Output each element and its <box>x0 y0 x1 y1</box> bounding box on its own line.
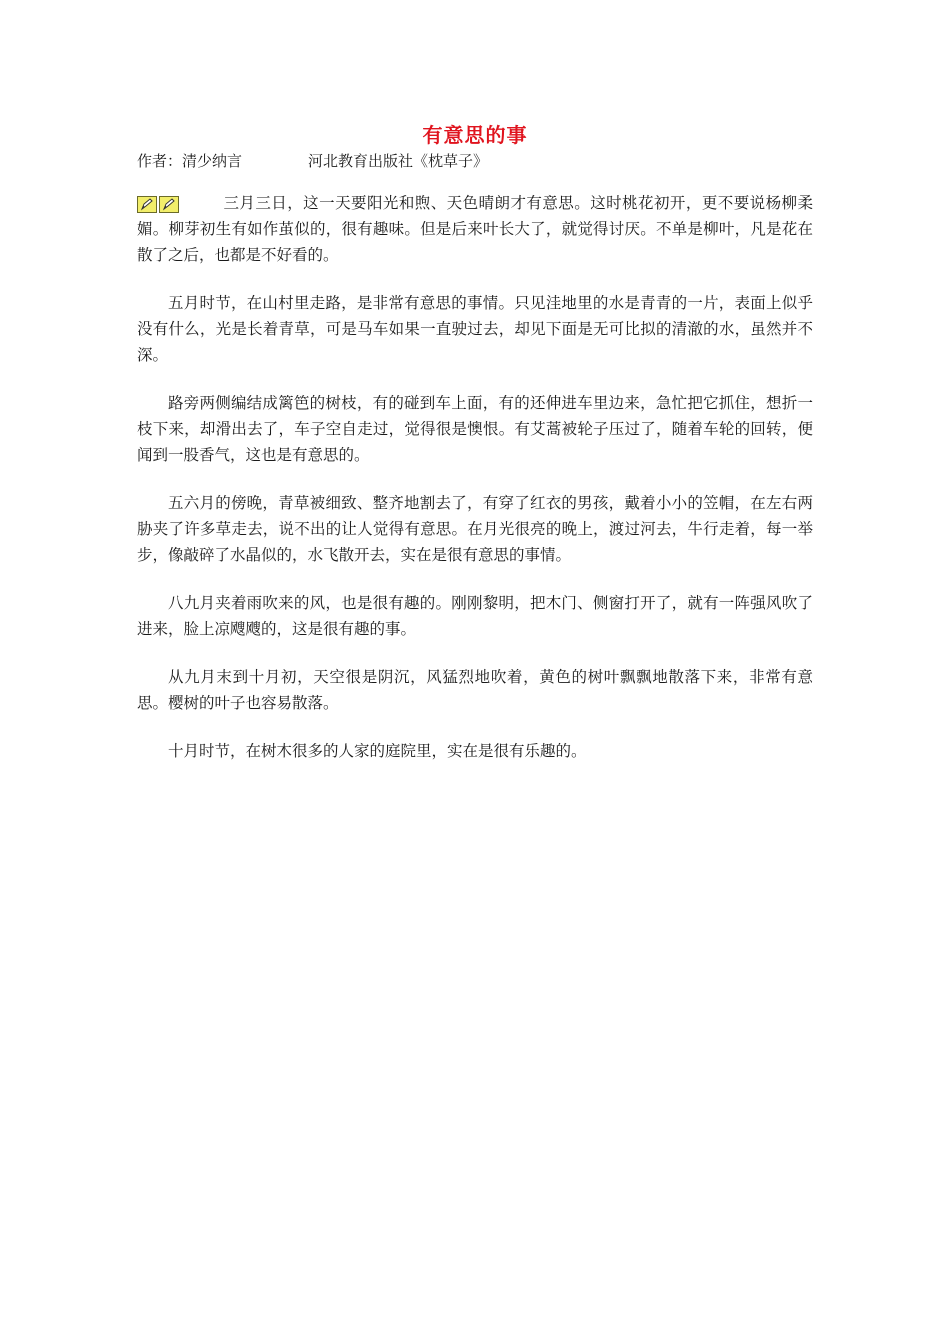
paragraph-text: 三月三日，这一天要阳光和煦、天色晴朗才有意思。这时桃花初开，更不要说杨柳柔媚。柳芽初生有如作茧似的，很有趣味。但是后来叶长大了，就觉得讨厌。不单是柳叶，凡是花在散了之后，也都是不好看的。 <box>137 194 813 264</box>
paragraph-5: 八九月夹着雨吹来的风，也是很有趣的。刚刚黎明，把木门、侧窗打开了，就有一阵强风吹了进来，脸上凉飕飕的，这是很有趣的事。 <box>137 594 813 638</box>
paragraph-4: 五六月的傍晚，青草被细致、整齐地割去了，有穿了红衣的男孩，戴着小小的笠帽，在左右两胁夹了许多草走去，说不出的让人觉得有意思。在月光很亮的晚上，渡过河去，牛行走着，每一举步，像敲碎了水晶似的，水飞散开去，实在是很有意思的事情。 <box>137 494 813 564</box>
document-title: 有意思的事 <box>422 123 528 147</box>
pencil-icon <box>137 196 157 213</box>
document-page <box>137 120 813 786</box>
byline <box>137 150 813 172</box>
paragraph-3: 路旁两侧编结成篱笆的树枝，有的碰到车上面，有的还伸进车里边来，急忙把它抓住，想折一枝下来，却滑出去了，车子空自走过，觉得很是懊恨。有艾蒿被轮子压过了，随着车轮的回转，便闻到一股香气，这也是有意思的。 <box>137 394 813 464</box>
pencil-note-icon <box>137 196 179 213</box>
paragraph-2: 五月时节，在山村里走路，是非常有意思的事情。只见洼地里的水是青青的一片，表面上似乎没有什么，光是长着青草，可是马车如果一直驶过去，却见下面是无可比拟的清澈的水，虽然并不深。 <box>137 294 813 364</box>
paragraph-1 <box>137 190 813 268</box>
paragraph-7: 十月时节，在树木很多的人家的庭院里，实在是很有乐趣的。 <box>168 742 587 760</box>
paragraph-6: 从九月末到十月初，天空很是阴沉，风猛烈地吹着，黄色的树叶飘飘地散落下来，非常有意思。樱树的叶子也容易散落。 <box>137 668 813 712</box>
author-line: 作者：清少纳言 <box>137 152 243 170</box>
pencil-icon <box>159 196 179 213</box>
publisher-line: 河北教育出版社《枕草子》 <box>308 152 489 170</box>
